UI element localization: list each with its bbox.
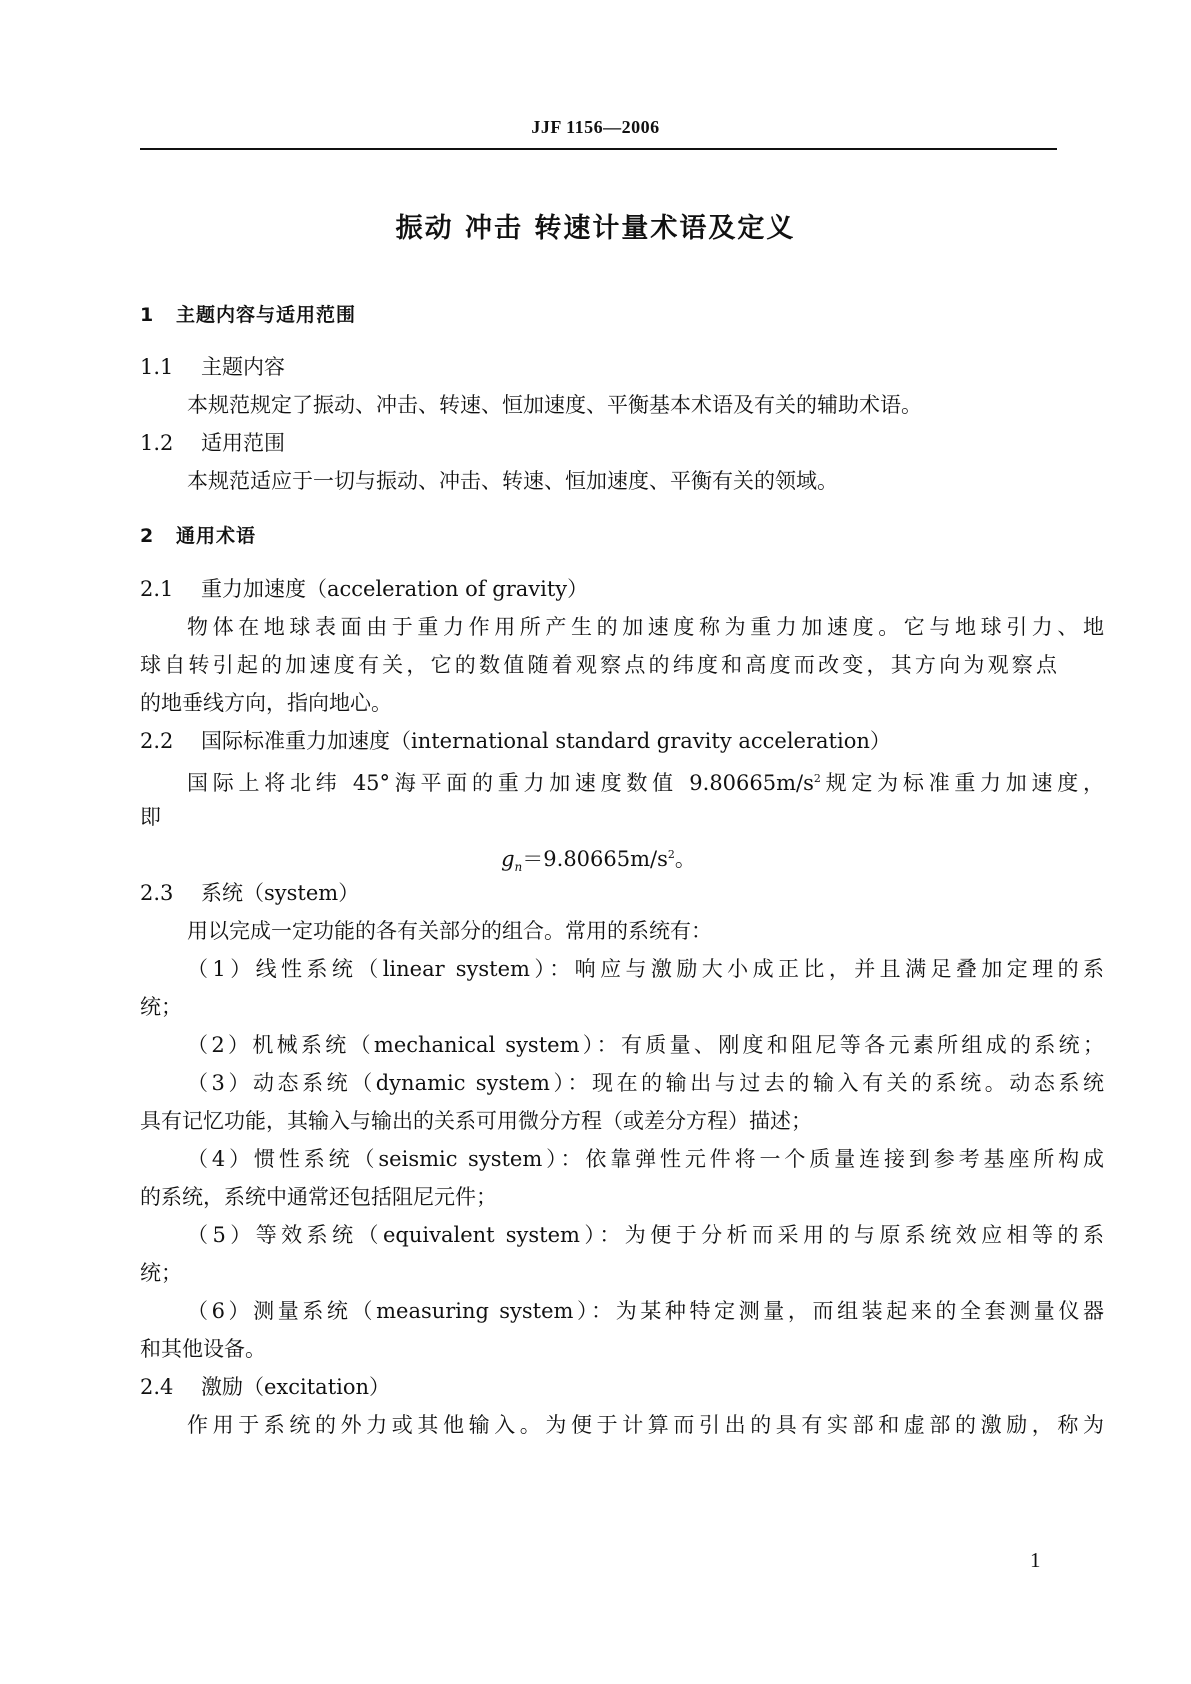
list-item-continuation: 统； <box>140 995 182 1019</box>
subsection-title: 适用范围 <box>201 431 285 455</box>
formula-superscript: 2 <box>667 848 675 861</box>
list-item: （1）线性系统（linear system）：响应与激励大小成正比，并且满足叠加定理的系 <box>187 957 1104 981</box>
subsection-heading <box>140 1372 1057 1402</box>
formula-symbol: g <box>501 847 515 871</box>
subsection-title: 国际标准重力加速度（international standard gravity acceleration） <box>201 729 891 753</box>
header-rule <box>140 148 1057 150</box>
paragraph-line: 物体在地球表面由于重力作用所产生的加速度称为重力加速度。它与地球引力、地 <box>187 615 1104 639</box>
paragraph-line <box>140 764 1104 798</box>
list-item: （4）惯性系统（seismic system）：依靠弹性元件将一个质量连接到参考基座所构成 <box>187 1147 1104 1171</box>
subsection-heading <box>140 574 1057 604</box>
subsection-number: 2.1 <box>140 577 174 601</box>
standard-code: JJF 1156—2006 <box>531 117 660 137</box>
subsection-heading <box>140 428 1057 458</box>
paragraph-text: 规定为标准重力加速度， <box>820 771 1105 795</box>
paragraph-line: 的地垂线方向，指向地心。 <box>140 691 392 715</box>
list-item-continuation: 具有记忆功能，其输入与输出的关系可用微分方程（或差分方程）描述； <box>140 1109 812 1133</box>
subsection-title: 重力加速度（acceleration of gravity） <box>201 577 589 601</box>
page-number: 1 <box>1030 1548 1041 1572</box>
paragraph-text: 国际上将北纬 45°海平面的重力加速度数值 9.80665m/s <box>187 771 814 795</box>
subsection-title: 主题内容 <box>201 355 285 379</box>
paragraph-line: 作用于系统的外力或其他输入。为便于计算而引出的具有实部和虚部的激励，称为 <box>187 1413 1104 1437</box>
formula-subscript: n <box>514 860 523 875</box>
list-item-continuation: 的系统，系统中通常还包括阻尼元件； <box>140 1185 497 1209</box>
subsection-title: 系统（system） <box>201 881 360 905</box>
paragraph-line: 本规范规定了振动、冲击、转速、恒加速度、平衡基本术语及有关的辅助术语。 <box>187 393 922 417</box>
subsection-heading <box>140 352 1057 382</box>
subsection-number: 1.2 <box>140 431 174 455</box>
list-item-continuation: 和其他设备。 <box>140 1337 266 1361</box>
list-item: （2）机械系统（mechanical system）：有质量、刚度和阻尼等各元素所组成的系统； <box>187 1033 1104 1057</box>
section-title: 通用术语 <box>176 525 257 547</box>
paragraph-line: 本规范适应于一切与振动、冲击、转速、恒加速度、平衡有关的领域。 <box>187 469 838 493</box>
paragraph-line: 即 <box>140 805 161 829</box>
formula-value: ＝9.80665m/s <box>522 847 668 871</box>
subsection-number: 2.3 <box>140 881 174 905</box>
subsection-number: 2.4 <box>140 1375 174 1399</box>
section-heading <box>140 521 1057 551</box>
subsection-title: 激励（excitation） <box>201 1375 391 1399</box>
superscript: 2 <box>813 772 821 785</box>
section-number: 1 <box>140 304 155 326</box>
paragraph-line: 球自转引起的加速度有关，它的数值随着观察点的纬度和高度而改变，其方向为观察点 <box>140 653 1057 677</box>
list-item: （3）动态系统（dynamic system）：现在的输出与过去的输入有关的系统。动态系统 <box>187 1071 1104 1095</box>
subsection-heading <box>140 878 1057 908</box>
section-heading <box>140 300 1057 330</box>
formula <box>140 840 1057 882</box>
list-item: （5）等效系统（equivalent system）：为便于分析而采用的与原系统效应相等的系 <box>187 1223 1104 1247</box>
subsection-number: 2.2 <box>140 729 174 753</box>
formula-end: 。 <box>674 847 696 871</box>
paragraph-line: 用以完成一定功能的各有关部分的组合。常用的系统有： <box>187 919 712 943</box>
section-title: 主题内容与适用范围 <box>176 304 357 326</box>
list-item-continuation: 统； <box>140 1261 182 1285</box>
document-title: 振动 冲击 转速计量术语及定义 <box>395 213 796 244</box>
subsection-heading <box>140 726 1057 756</box>
subsection-number: 1.1 <box>140 355 174 379</box>
list-item: （6）测量系统（measuring system）：为某种特定测量，而组装起来的全套测量仪器 <box>187 1299 1104 1323</box>
section-number: 2 <box>140 525 155 547</box>
